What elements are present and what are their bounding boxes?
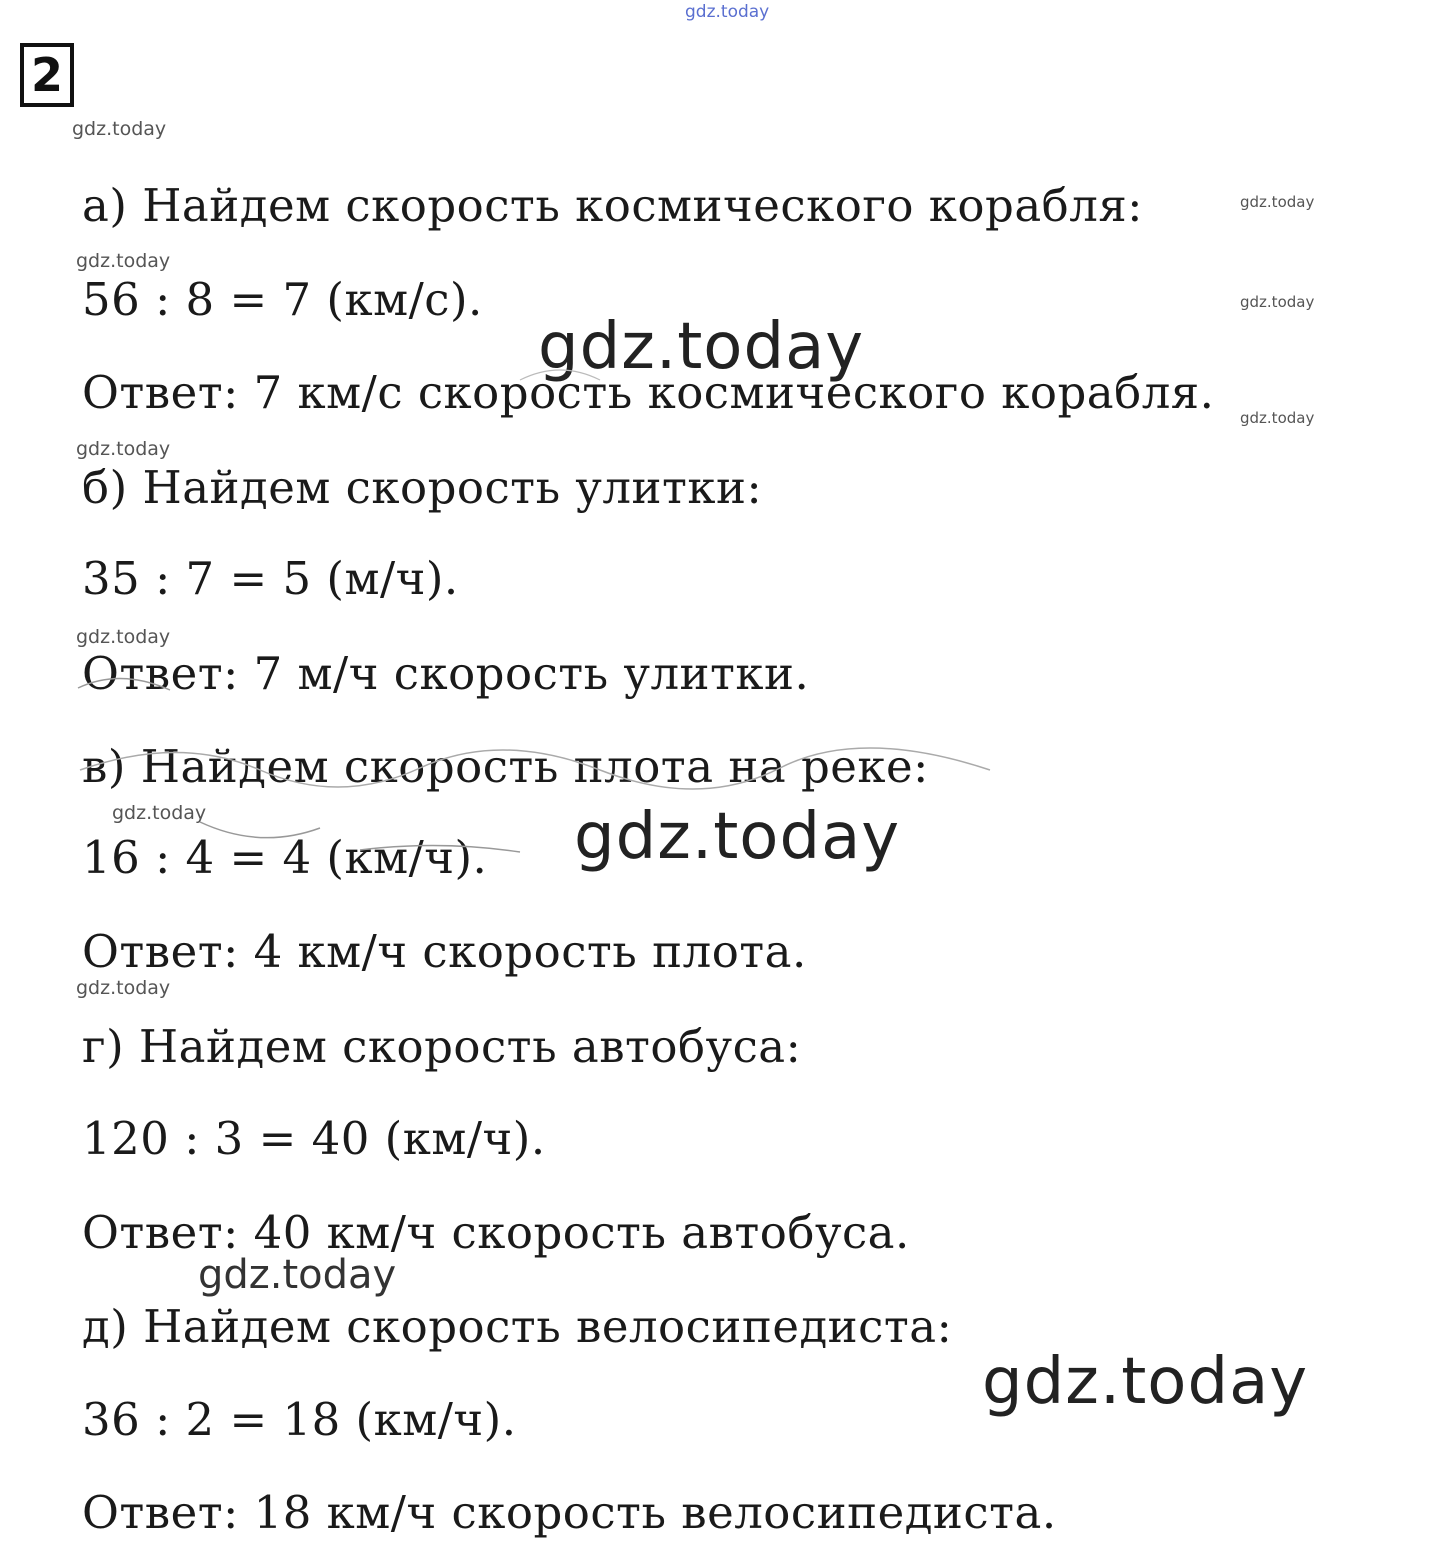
part-b-answer: Ответ: 7 м/ч скорость улитки. (82, 647, 810, 700)
watermark: gdz.today (72, 118, 167, 140)
watermark: gdz.today (1240, 193, 1315, 211)
part-b-calculation: 35 : 7 = 5 (м/ч). (82, 552, 459, 605)
watermark: gdz.today (76, 977, 171, 999)
watermark: gdz.today (1240, 293, 1315, 311)
part-e-answer: Ответ: 18 км/ч скорость велосипедиста. (82, 1486, 1057, 1539)
part-a-answer: Ответ: 7 км/с скорость космического корабля. (82, 366, 1215, 419)
part-e-calculation: 36 : 2 = 18 (км/ч). (82, 1393, 517, 1446)
watermark: gdz.today (982, 1345, 1309, 1419)
watermark: gdz.today (574, 800, 901, 874)
part-d-heading: г) Найдем скорость автобуса: (82, 1020, 802, 1073)
part-a-calculation: 56 : 8 = 7 (км/с). (82, 273, 483, 326)
watermark: gdz.today (685, 2, 770, 22)
watermark: gdz.today (76, 438, 171, 460)
part-b-heading: б) Найдем скорость улитки: (82, 461, 763, 514)
part-c-calculation: 16 : 4 = 4 (км/ч). (82, 831, 488, 884)
part-c-answer: Ответ: 4 км/ч скорость плота. (82, 925, 807, 978)
part-c-heading: в) Найдем скорость плота на реке: (82, 740, 929, 793)
watermark: gdz.today (76, 626, 171, 648)
watermark: gdz.today (538, 310, 865, 384)
part-a-heading: а) Найдем скорость космического корабля: (82, 179, 1143, 232)
part-d-calculation: 120 : 3 = 40 (км/ч). (82, 1112, 546, 1165)
part-d-answer: Ответ: 40 км/ч скорость автобуса. (82, 1206, 910, 1259)
watermark: gdz.today (1240, 409, 1315, 427)
watermark: gdz.today (112, 802, 207, 824)
watermark: gdz.today (76, 250, 171, 272)
task-number: 2 (30, 48, 63, 102)
part-e-heading: д) Найдем скорость велосипедиста: (82, 1300, 953, 1353)
task-number-box (20, 43, 74, 107)
watermark: gdz.today (198, 1252, 397, 1298)
